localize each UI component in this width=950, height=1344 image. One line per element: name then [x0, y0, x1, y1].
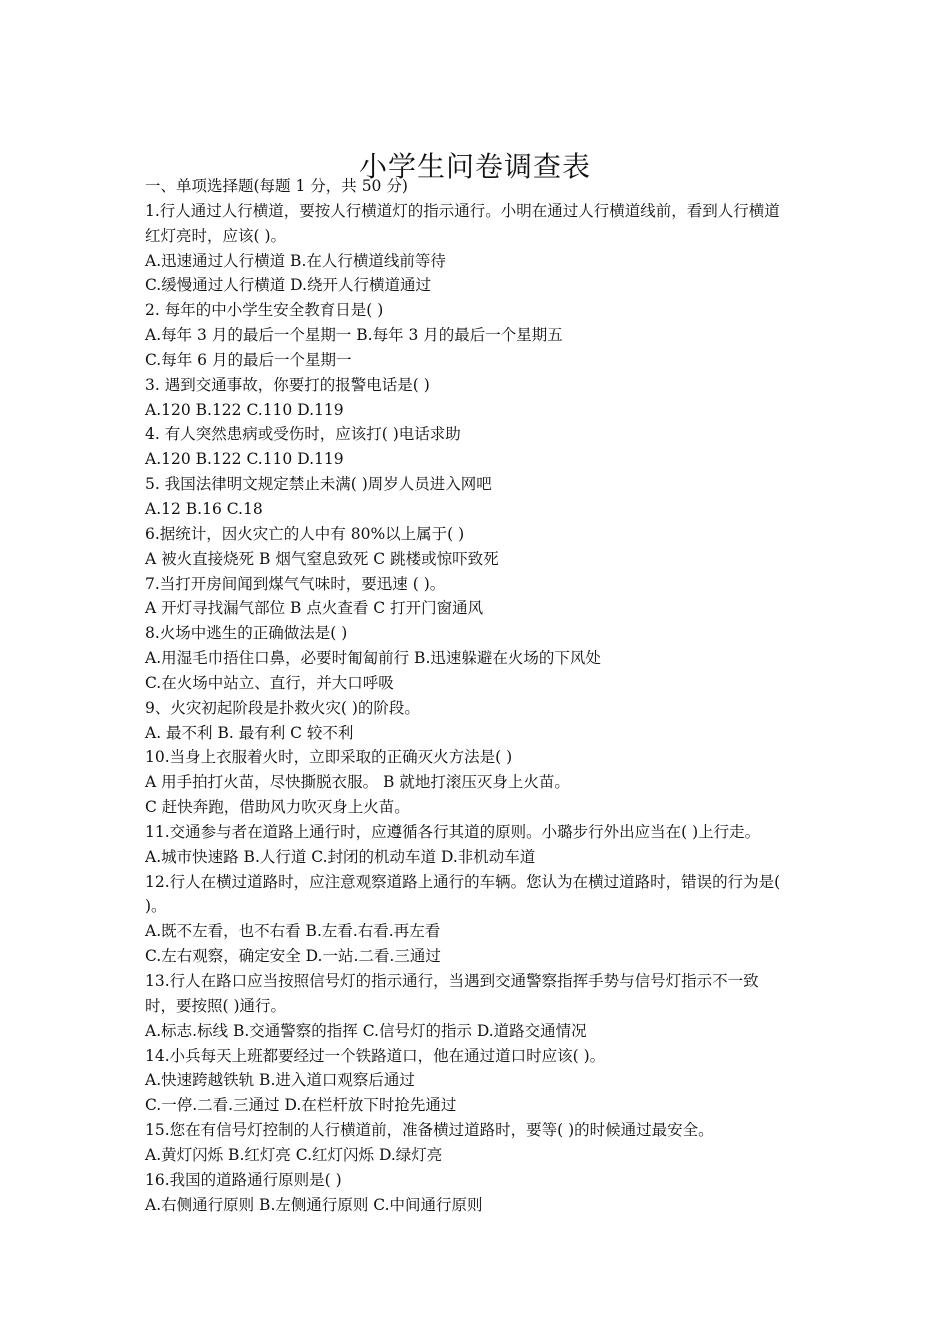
text-line: 5. 我国法律明文规定禁止未满( )周岁人员进入网吧 [145, 475, 492, 494]
text-line: 13.行人在路口应当按照信号灯的指示通行，当遇到交通警察指挥手势与信号灯指示不一致 [145, 972, 759, 990]
text-line: 3. 遇到交通事故，你要打的报警电话是( ) [145, 375, 430, 394]
text-line: A.12 B.16 C.18 [145, 499, 263, 518]
text-line: )。 [145, 897, 167, 916]
document-body [145, 174, 810, 1217]
text-line: C.缓慢通过人行横道 D.绕开人行横道通过 [145, 276, 431, 295]
section-heading: 一、单项选择题(每题 1 分，共 50 分) [145, 177, 408, 195]
text-line: A.标志.标线 B.交通警察的指挥 C.信号灯的指示 D.道路交通情况 [145, 1021, 587, 1040]
text-line: A 开灯寻找漏气部位 B 点火查看 C 打开门窗通风 [145, 599, 484, 618]
text-line: A. 最不利 B. 最有利 C 较不利 [145, 723, 354, 742]
text-line: A.120 B.122 C.110 D.119 [145, 450, 344, 469]
text-line: A.既不左看，也不右看 B.左看.右看.再左看 [145, 922, 441, 941]
text-line: A.黄灯闪烁 B.红灯亮 C.红灯闪烁 D.绿灯亮 [145, 1145, 443, 1164]
document-title: 小学生问卷调查表 [358, 149, 591, 183]
text-line: 14.小兵每天上班都要经过一个铁路道口，他在通过道口时应该( )。 [145, 1046, 606, 1065]
text-line: C.在火场中站立、直行，并大口呼吸 [145, 673, 394, 692]
question-list [145, 199, 810, 1218]
text-line: A.迅速通过人行横道 B.在人行横道线前等待 [145, 251, 446, 270]
text-line: 1.行人通过人行横道，要按人行横道灯的指示通行。小明在通过人行横道线前，看到人行横道 [145, 201, 780, 220]
text-line: 2. 每年的中小学生安全教育日是( ) [145, 301, 384, 320]
text-line: 红灯亮时，应该( )。 [145, 226, 287, 245]
text-line: C 赶快奔跑，借助风力吹灭身上火苗。 [145, 798, 410, 817]
text-line: 15.您在有信号灯控制的人行横道前，准备横过道路时，要等( )的时候通过最安全。 [145, 1121, 714, 1140]
text-line: 7.当打开房间闻到煤气气味时，要迅速 ( )。 [145, 574, 446, 593]
text-line: A 用手拍打火苗，尽快撕脱衣服。 B 就地打滚压灭身上火苗。 [145, 773, 570, 792]
text-line: 4. 有人突然患病或受伤时，应该打( )电话求助 [145, 425, 461, 444]
text-line: C.左右观察，确定安全 D.一站.二看.三通过 [145, 947, 441, 966]
text-line: C.一停.二看.三通过 D.在栏杆放下时抢先通过 [145, 1096, 457, 1115]
text-line: A.右侧通行原则 B.左侧通行原则 C.中间通行原则 [145, 1195, 483, 1214]
text-line: A.每年 3 月的最后一个星期一 B.每年 3 月的最后一个星期五 [145, 326, 563, 345]
text-line: 11.交通参与者在道路上通行时，应遵循各行其道的原则。小璐步行外出应当在( )上行走。 [145, 822, 761, 841]
text-line: 12.行人在横过道路时，应注意观察道路上通行的车辆。您认为在横过道路时，错误的行为是( [145, 872, 781, 891]
text-line: 8.火场中逃生的正确做法是( ) [145, 624, 348, 643]
text-line: A 被火直接烧死 B 烟气窒息致死 C 跳楼或惊吓致死 [145, 549, 499, 568]
text-line: A.用湿毛巾捂住口鼻，必要时匍匐前行 B.迅速躲避在火场的下风处 [145, 649, 601, 668]
text-line: C.每年 6 月的最后一个星期一 [145, 350, 352, 369]
text-line: 6.据统计，因火灾亡的人中有 80%以上属于( ) [145, 524, 465, 543]
text-line: A.120 B.122 C.110 D.119 [145, 400, 344, 419]
text-line: 9、火灾初起阶段是扑救火灾( )的阶段。 [145, 698, 420, 717]
text-line: 16.我国的道路通行原则是( ) [145, 1170, 342, 1189]
text-line: A.快速跨越铁轨 B.进入道口观察后通过 [145, 1071, 415, 1090]
text-line: 时，要按照( )通行。 [145, 996, 287, 1015]
text-line: A.城市快速路 B.人行道 C.封闭的机动车道 D.非机动车道 [145, 847, 536, 866]
text-line: 10.当身上衣服着火时，立即采取的正确灭火方法是( ) [145, 748, 513, 767]
